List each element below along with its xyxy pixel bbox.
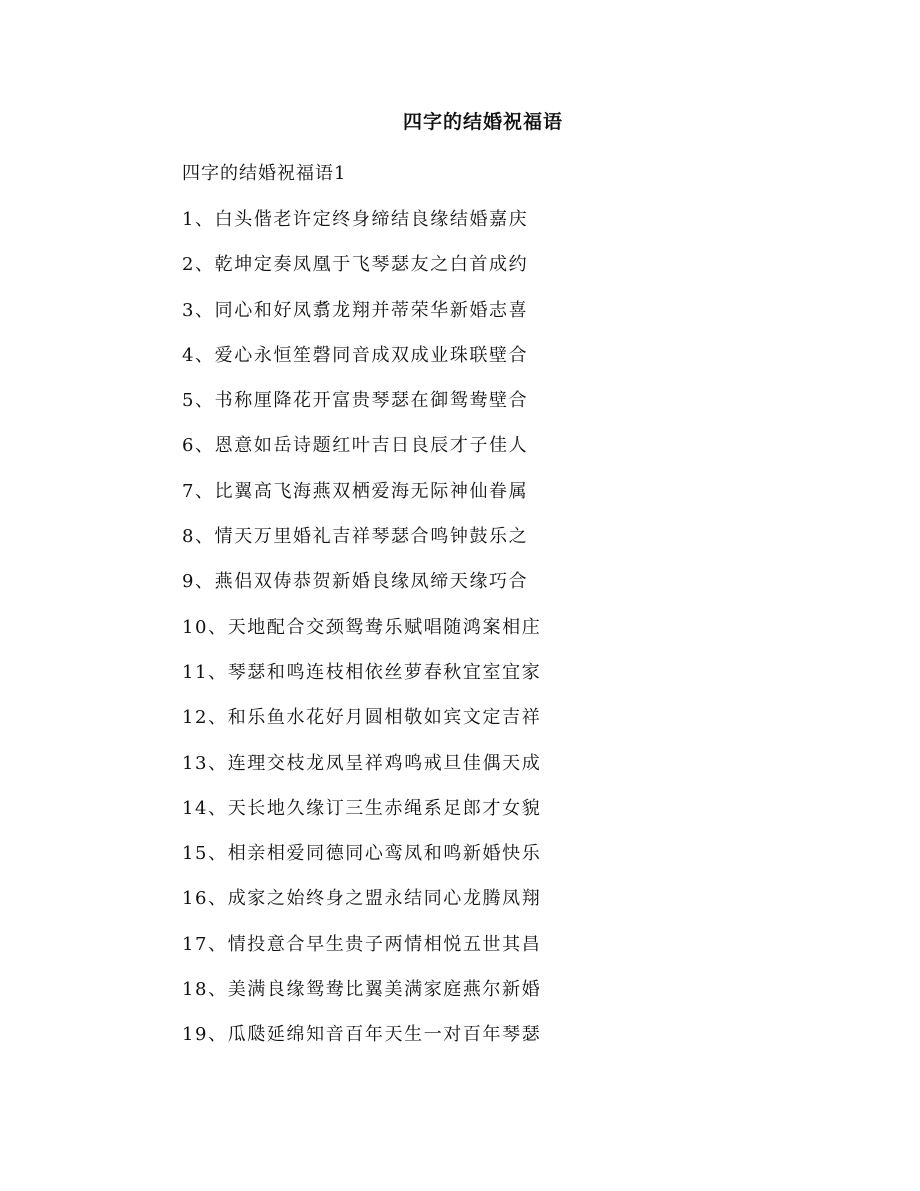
list-item: 1、白头偕老许定终身缔结良缘结婚嘉庆 (182, 209, 529, 230)
list-item: 2、乾坤定奏凤凰于飞琴瑟友之白首成约 (182, 254, 529, 276)
document-title: 四字的结婚祝福语 (402, 111, 563, 133)
list-item: 4、爱心永恒笙磬同音成双成业珠联壁合 (182, 344, 529, 366)
list-item: 18、美满良缘鸳鸯比翼美满家庭燕尔新婚 (182, 979, 542, 1001)
list-item: 11、琴瑟和鸣连枝相依丝萝春秋宜室宜家 (182, 661, 542, 683)
section-heading: 四字的结婚祝福语1 (182, 163, 347, 184)
list-item: 9、燕侣双俦恭贺新婚良缘凤缔天缘巧合 (182, 571, 529, 593)
list-item: 8、情天万里婚礼吉祥琴瑟合鸣钟鼓乐之 (182, 526, 529, 548)
list-item: 6、恩意如岳诗题红叶吉日良辰才子佳人 (182, 435, 529, 457)
list-item: 16、成家之始终身之盟永结同心龙腾凤翔 (182, 888, 542, 910)
list-item: 15、相亲相爱同德同心鸾凤和鸣新婚快乐 (182, 843, 542, 865)
list-item: 10、天地配合交颈鸳鸯乐赋唱随鸿案相庄 (182, 616, 542, 638)
list-item: 3、同心和好凤翥龙翔并蒂荣华新婚志喜 (182, 299, 529, 321)
list-item: 14、天长地久缘订三生赤绳系足郎才女貌 (182, 797, 542, 819)
list-item: 7、比翼高飞海燕双栖爱海无际神仙眷属 (182, 480, 529, 502)
list-item: 12、和乐鱼水花好月圆相敬如宾文定吉祥 (182, 707, 542, 729)
blessing-list (182, 202, 541, 1063)
list-item: 19、瓜瓞延绵知音百年天生一对百年琴瑟 (182, 1024, 542, 1046)
list-item: 13、连理交枝龙凤呈祥鸡鸣戒旦佳偶天成 (182, 752, 542, 774)
list-item: 17、情投意合早生贵子两情相悦五世其昌 (182, 933, 542, 955)
list-item: 5、书称厘降花开富贵琴瑟在御鸳鸯壁合 (182, 390, 529, 412)
